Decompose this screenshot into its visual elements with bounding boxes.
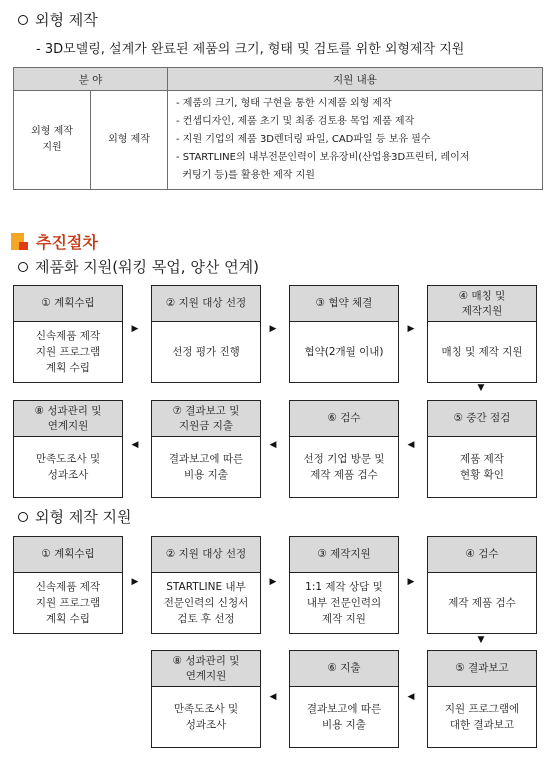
step-body: 신속제품 제작 지원 프로그램 계획 수립: [35, 581, 101, 625]
flow2-step-6: [289, 650, 399, 748]
flow2-heading-text: 외형 제작 지원: [35, 508, 132, 526]
arrow-right-icon: ▶: [407, 577, 415, 587]
flow2-heading: [18, 506, 131, 527]
table-header-field: 분 야: [14, 68, 168, 91]
flow1-heading-text: 제품화 지원(워킹 목업, 양산 연계): [35, 258, 259, 276]
step-title: ① 계획수립: [14, 537, 122, 573]
table-item: - 컨셉디자인, 제품 초기 및 최종 검토용 목업 제품 제작: [176, 116, 415, 127]
section-title-text: 추진절차: [36, 233, 98, 252]
table-item: - 지원 기업의 제품 3D렌더링 파일, CAD파일 등 보유 필수: [176, 134, 431, 145]
step-title: ② 지원 대상 선정: [152, 286, 260, 322]
step-title: ③ 제작지원: [290, 537, 398, 573]
table-header-content: 지원 내용: [168, 68, 543, 91]
step-body: 매칭 및 제작 지원: [441, 346, 523, 358]
step-title: ⑥ 지출: [290, 651, 398, 687]
table-cell-items: [168, 91, 543, 190]
step-title: ⑥ 검수: [290, 401, 398, 437]
step-body: 제품 제작 현황 확인: [460, 453, 504, 481]
flow2-step-3: [289, 536, 399, 634]
flow1-step-2: [151, 285, 261, 383]
flow1-step-8: [13, 400, 123, 498]
arrow-right-icon: ▶: [269, 324, 277, 334]
table-cell-field-main: 외형 제작 지원: [14, 91, 91, 190]
step-body: 선정 기업 방문 및 제작 제품 검수: [303, 453, 385, 481]
step-body: 결과보고에 따른 비용 지출: [168, 453, 244, 481]
step-body: 선정 평가 진행: [172, 346, 240, 358]
arrow-down-icon: ▼: [477, 383, 485, 393]
step-title: ⑧ 성과관리 및 연계지원: [152, 651, 260, 687]
step-body: 협약(2개월 이내): [304, 346, 384, 358]
step-title: ⑤ 결과보고: [428, 651, 536, 687]
flow1-step-1: [13, 285, 123, 383]
step-title: ① 계획수립: [14, 286, 122, 322]
circle-bullet-icon: [18, 262, 28, 272]
flow1-step-4: [427, 285, 537, 383]
flow1-heading: [18, 256, 259, 277]
step-title: ⑤ 중간 점검: [428, 401, 536, 437]
table-cell-field-sub: 외형 제작: [91, 91, 168, 190]
step-title: ④ 검수: [428, 537, 536, 573]
arrow-right-icon: ▶: [269, 577, 277, 587]
flow1-step-5: [427, 400, 537, 498]
flow2-step-4: [427, 536, 537, 634]
flow1-step-3: [289, 285, 399, 383]
flow1-step-7: [151, 400, 261, 498]
overview-description: - 3D모델링, 설계가 완료된 제품의 크기, 형태 및 검토를 위한 외형제작 지원: [36, 42, 465, 57]
arrow-left-icon: ◀: [269, 440, 277, 450]
support-table: [13, 67, 543, 190]
flow2-step-1: [13, 536, 123, 634]
flow2-step-8: [151, 650, 261, 748]
table-item: - STARTLINE의 내부전문인력이 보유장비(산업용3D프린터, 레이저: [176, 152, 470, 163]
arrow-left-icon: ◀: [131, 440, 139, 450]
overview-heading-text: 외형 제작: [35, 11, 98, 29]
table-item: - 제품의 크기, 형태 구현을 통한 시제품 외형 제작: [176, 98, 392, 109]
arrow-right-icon: ▶: [131, 577, 139, 587]
section-square-icon: [11, 233, 28, 250]
step-body: 제작 제품 검수: [448, 597, 516, 609]
arrow-left-icon: ◀: [407, 440, 415, 450]
step-body: 신속제품 제작 지원 프로그램 계획 수립: [35, 330, 101, 374]
step-title: ② 지원 대상 선정: [152, 537, 260, 573]
flow1-step-6: [289, 400, 399, 498]
step-body: 만족도조사 및 성과조사: [35, 453, 101, 481]
step-body: STARTLINE 내부 전문인력의 신청서 검토 후 선정: [163, 581, 249, 625]
circle-bullet-icon: [18, 15, 28, 25]
arrow-left-icon: ◀: [269, 692, 277, 702]
circle-bullet-icon: [18, 512, 28, 522]
step-body: 지원 프로그램에 대한 결과보고: [444, 703, 520, 731]
flow2-step-2: [151, 536, 261, 634]
step-body: 1:1 제작 상담 및 내부 전문인력의 제작 지원: [305, 581, 383, 625]
step-body: 만족도조사 및 성과조사: [173, 703, 239, 731]
step-title: ⑧ 성과관리 및 연계지원: [14, 401, 122, 437]
arrow-down-icon: ▼: [477, 635, 485, 645]
arrow-right-icon: ▶: [131, 324, 139, 334]
table-item: 커팅기 등)를 활용한 제작 지원: [176, 170, 315, 181]
overview-heading: [18, 9, 98, 30]
flow2-step-5: [427, 650, 537, 748]
section-title: [11, 230, 98, 253]
step-body: 결과보고에 따른 비용 지출: [306, 703, 382, 731]
step-title: ④ 매칭 및 제작지원: [428, 286, 536, 322]
step-title: ③ 협약 체결: [290, 286, 398, 322]
arrow-right-icon: ▶: [407, 324, 415, 334]
step-title: ⑦ 결과보고 및 지원금 지출: [152, 401, 260, 437]
arrow-left-icon: ◀: [407, 692, 415, 702]
